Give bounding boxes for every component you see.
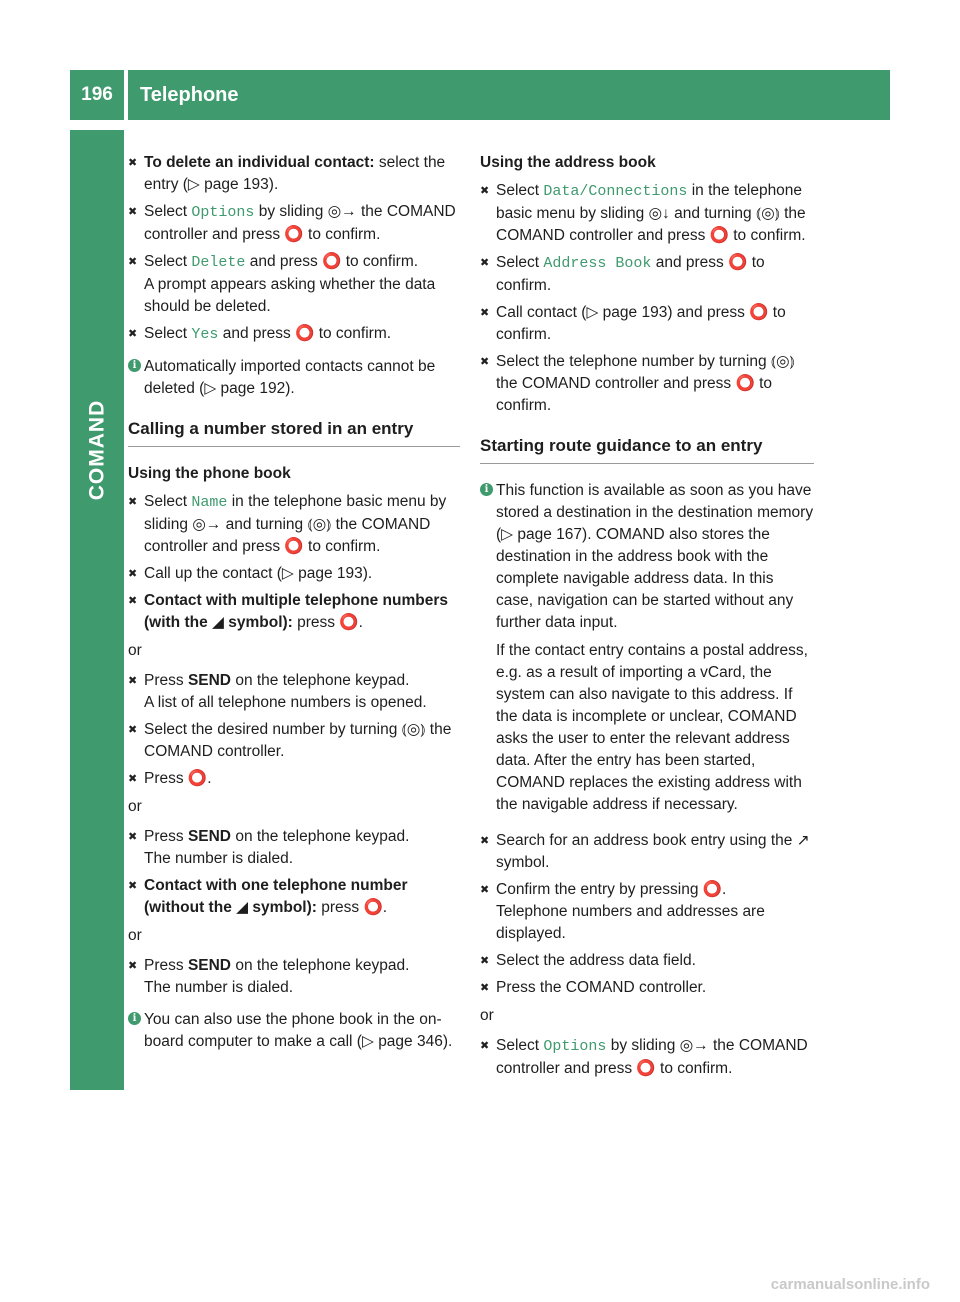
key-label: SEND: [187, 957, 232, 974]
step-text: Press: [144, 672, 188, 689]
side-tab: [70, 130, 124, 1090]
or-separator: or: [128, 642, 142, 659]
watermark: carmanualsonline.info: [770, 1276, 930, 1293]
menu-item-label: Name: [191, 494, 228, 511]
step-result: A list of all telephone numbers is opened.: [144, 694, 427, 711]
instruction-step: [480, 830, 814, 874]
instruction-step: [128, 491, 460, 558]
step-text: Press the COMAND controller.: [496, 979, 707, 996]
step-bold: Contact with one telephone number (without the ◢ symbol):: [144, 877, 408, 916]
instruction-step: [128, 719, 460, 763]
menu-item-label: Yes: [191, 326, 219, 343]
instruction-step: [480, 302, 814, 346]
step-text: Press: [144, 957, 188, 974]
instruction-step: [480, 977, 814, 999]
instruction-step: [480, 1035, 814, 1080]
info-note: [480, 480, 814, 816]
step-text: and press ⭕ to confirm.: [218, 325, 392, 342]
instruction-step: [480, 351, 814, 417]
instruction-step: [128, 323, 460, 346]
instruction-step: [128, 563, 460, 585]
step-text: and press ⭕ to confirm.: [496, 254, 765, 294]
step-text: in the telephone basic menu by sliding ◎→ and turning ⦅◎⦆ the COMAND controller and press ⭕ to confirm.: [144, 493, 447, 555]
step-text: Select the telephone number by turning ⦅◎⦆ the COMAND controller and press ⭕ to confirm.: [496, 353, 795, 414]
info-icon: i: [480, 483, 493, 496]
step-text: Select the address data field.: [496, 952, 696, 969]
instruction-step: [128, 826, 460, 870]
instruction-step: [480, 180, 814, 247]
instruction-step: [480, 252, 814, 297]
instruction-step: [128, 875, 460, 919]
info-text: This function is available as soon as you have stored a destination in the destination memory (▷ page 167). COMAND also stores the destination in the address book with the complete navigable address data. In this case, navigation can be started without any further data input.: [496, 482, 814, 631]
instruction-step: [480, 879, 814, 945]
step-text: Press: [144, 828, 188, 845]
step-text: in the telephone basic menu by sliding ◎↓ and turning ⦅◎⦆ the COMAND controller and press ⭕ to confirm.: [496, 182, 806, 244]
right-column: [480, 152, 814, 1085]
info-note: [128, 356, 460, 400]
step-text: Select: [144, 493, 192, 510]
step-text: select the entry (▷ page 193).: [144, 154, 446, 193]
step-result: Telephone numbers and addresses are displayed.: [496, 903, 765, 942]
step-text: Select: [496, 1037, 544, 1054]
subsection-title: Using the phone book: [128, 465, 291, 482]
key-label: SEND: [187, 828, 232, 845]
page-number: 196: [70, 70, 124, 120]
instruction-step: [128, 251, 460, 318]
instruction-step: [128, 768, 460, 790]
step-result: The number is dialed.: [144, 979, 294, 996]
instruction-step: [128, 955, 460, 999]
info-icon: i: [128, 1012, 141, 1025]
menu-item-label: Address Book: [543, 255, 652, 272]
section-title: Starting route guidance to an entry: [480, 435, 814, 464]
menu-item-label: Delete: [191, 254, 246, 271]
info-note: [128, 1009, 460, 1053]
or-separator: or: [480, 1007, 494, 1024]
info-text: Automatically imported contacts cannot be deleted (▷ page 192).: [144, 358, 436, 397]
or-separator: or: [128, 798, 142, 815]
key-label: SEND: [187, 672, 232, 689]
step-bold: To delete an individual contact:: [144, 154, 375, 171]
instruction-step: [480, 950, 814, 972]
step-text: Select: [144, 325, 192, 342]
subsection-title: Using the address book: [480, 154, 656, 171]
step-result: A prompt appears asking whether the data should be deleted.: [144, 276, 436, 315]
step-text: Confirm the entry by pressing ⭕.: [496, 881, 727, 898]
menu-item-label: Options: [191, 204, 255, 221]
step-result: The number is dialed.: [144, 850, 294, 867]
left-column: [128, 152, 460, 1067]
info-text: You can also use the phone book in the on-board computer to make a call (▷ page 346).: [144, 1011, 453, 1050]
step-text: Select: [144, 253, 192, 270]
step-text: Select: [496, 254, 544, 271]
instruction-step: [128, 670, 460, 714]
step-bold: Contact with multiple telephone numbers (with the ◢ symbol):: [144, 592, 448, 631]
instruction-step: [128, 152, 460, 196]
menu-item-label: Data/Connections: [543, 183, 688, 200]
step-text: press ⭕.: [316, 899, 388, 916]
info-icon: i: [128, 359, 141, 372]
step-text: Select: [496, 182, 544, 199]
step-text: on the telephone keypad.: [231, 957, 410, 974]
side-tab-label: COMAND: [85, 399, 108, 501]
page-title-text: Telephone: [140, 84, 239, 106]
instruction-step: [128, 201, 460, 246]
menu-item-label: Options: [543, 1038, 607, 1055]
section-title: Calling a number stored in an entry: [128, 418, 460, 447]
step-text: Search for an address book entry using the ↗ symbol.: [496, 832, 810, 871]
info-text: If the contact entry contains a postal address, e.g. as a result of importing a vCard, the system can also navigate to this address. If the data is incomplete or unclear, COMAND asks the user to enter the relevant address data. After the entry has been started, COMAND replaces the existing address with the navigable address if necessary.: [496, 642, 808, 813]
step-text: on the telephone keypad.: [231, 828, 410, 845]
step-text: Select: [144, 203, 192, 220]
step-text: by sliding ◎→ the COMAND controller and press ⭕ to confirm.: [144, 203, 456, 243]
step-text: Select the desired number by turning ⦅◎⦆ the COMAND controller.: [144, 721, 452, 760]
step-text: and press ⭕ to confirm.: [245, 253, 419, 270]
step-text: Press ⭕.: [144, 770, 212, 787]
step-text: Call contact (▷ page 193) and press ⭕ to confirm.: [496, 304, 786, 343]
step-text: Call up the contact (▷ page 193).: [144, 565, 373, 582]
step-text: by sliding ◎→ the COMAND controller and press ⭕ to confirm.: [496, 1037, 808, 1077]
instruction-step: [128, 590, 460, 634]
step-text: press ⭕.: [292, 614, 363, 631]
step-text: on the telephone keypad.: [231, 672, 410, 689]
or-separator: or: [128, 927, 142, 944]
page-title: [128, 70, 890, 120]
